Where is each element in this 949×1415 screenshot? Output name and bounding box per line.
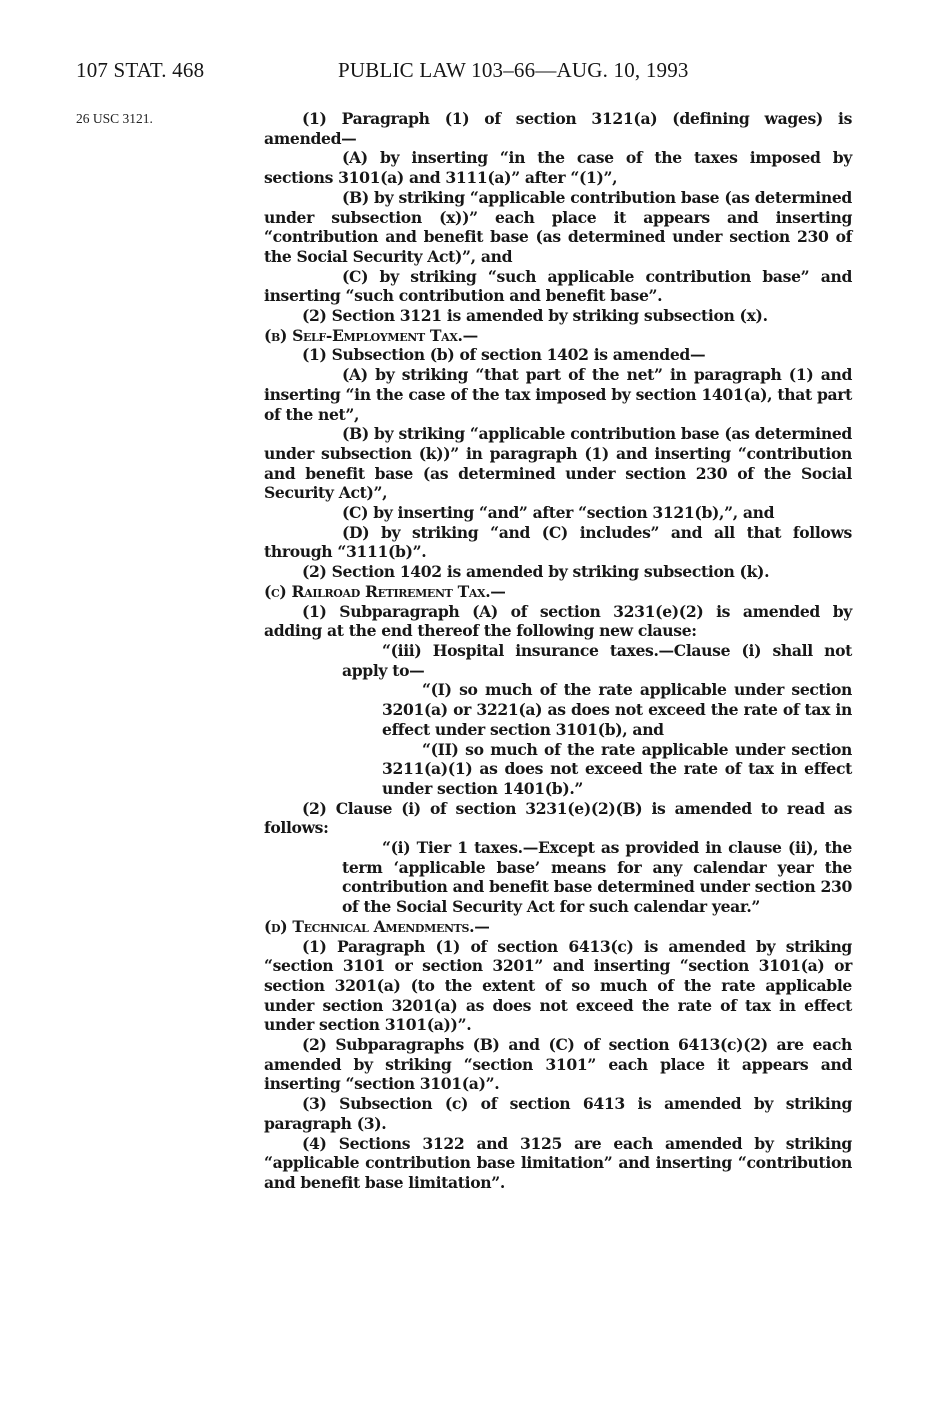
subsection-heading: (c) Railroad Retirement Tax.— [264, 581, 506, 601]
margin-citation: 26 USC 3121. [76, 111, 153, 126]
statute-page-number: 107 STAT. 468 [76, 58, 205, 82]
paragraph: (2) Subparagraphs (B) and (C) of section 6413(c)(2) are each amended by striking “section 3101” each place it appears and inserting “section 3101(a)”. [264, 1035, 852, 1094]
paragraph: (2) Section 1402 is amended by striking subsection (k). [302, 562, 770, 582]
subsection-heading: (b) Self-Employment Tax.— [264, 325, 478, 345]
subparagraph: (B) by striking “applicable contribution base (as determined under subsection (x))” each place it appears and inserting “contribution and benefit base (as determined under section 230 of the Social Security Act)”, and [264, 187, 852, 266]
statute-body [264, 109, 852, 1193]
subparagraph: (A) by inserting “in the case of the taxes imposed by sections 3101(a) and 3111(a)” after “(1)”, [264, 148, 852, 188]
paragraph: (1) Paragraph (1) of section 6413(c) is amended by striking “section 3101 or section 3201” and inserting “section 3101(a) or section 3201(a) (to the extent of so much of the rate applicable under section 3201(a) as does not exceed the rate of tax in effect under section 3101(a))”. [264, 936, 852, 1035]
subparagraph: (B) by striking “applicable contribution base (as determined under subsection (k))” in paragraph (1) and inserting “contribution and benefit base (as determined under section 230 of the Social Security Act)”, [264, 424, 852, 503]
subclause: “(II) so much of the rate applicable under section 3211(a)(1) as does not exceed the rate of tax in effect under section 1401(b).” [382, 739, 852, 798]
subclause: “(I) so much of the rate applicable under section 3201(a) or 3221(a) as does not exceed the rate of tax in effect under section 3101(b), and [382, 680, 852, 739]
paragraph: (1) Subsection (b) of section 1402 is amended— [302, 345, 706, 365]
subparagraph: (A) by striking “that part of the net” in paragraph (1) and inserting “in the case of the tax imposed by section 1401(a), that part of the net”, [264, 365, 852, 424]
subsection-heading: (d) Technical Amendments.— [264, 916, 490, 936]
public-law-citation: PUBLIC LAW 103–66—AUG. 10, 1993 [338, 58, 689, 82]
paragraph: (1) Paragraph (1) of section 3121(a) (defining wages) is amended— [264, 109, 852, 148]
paragraph: (3) Subsection (c) of section 6413 is amended by striking paragraph (3). [264, 1094, 852, 1133]
clause: “(i) Tier 1 taxes.—Except as provided in clause (ii), the term ‘applicable base’ means for any calendar year the contribution and benefit base determined under section 230 of the Social Security Act for such calendar year.” [342, 838, 852, 917]
paragraph: (1) Subparagraph (A) of section 3231(e)(2) is amended by adding at the end thereof the following new clause: [264, 601, 852, 641]
subparagraph: (C) by striking “such applicable contribution base” and inserting “such contribution and benefit base”. [264, 266, 852, 306]
subparagraph: (C) by inserting “and” after “section 3121(b),”, and [342, 503, 775, 523]
paragraph: (4) Sections 3122 and 3125 are each amended by striking “applicable contribution base limitation” and inserting “contribution and benefit base limitation”. [264, 1133, 852, 1192]
paragraph: (2) Clause (i) of section 3231(e)(2)(B) is amended to read as follows: [264, 798, 852, 838]
paragraph: (2) Section 3121 is amended by striking subsection (x). [302, 306, 768, 326]
clause: “(iii) Hospital insurance taxes.—Clause (i) shall not apply to— [342, 640, 852, 680]
page-header [76, 58, 856, 86]
subparagraph: (D) by striking “and (C) includes” and all that follows through “3111(b)”. [264, 522, 852, 562]
